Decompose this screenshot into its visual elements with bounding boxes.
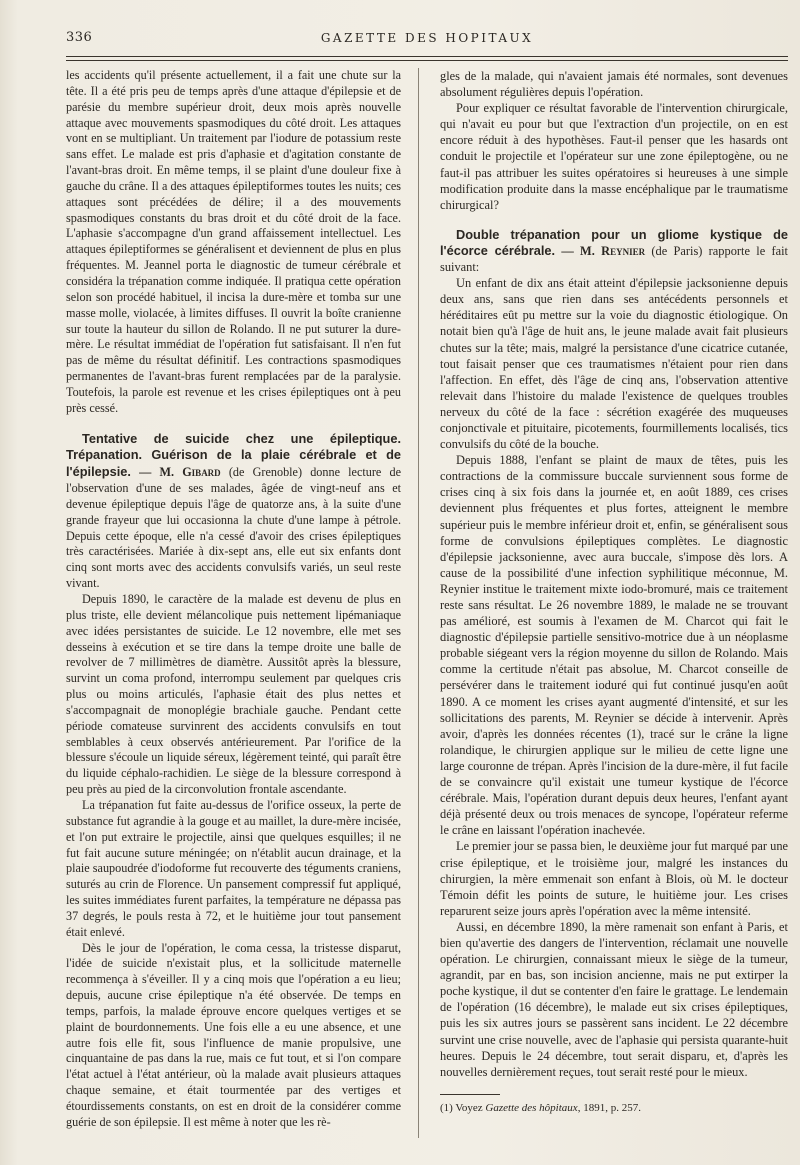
- section-title: Double trépanation pour un gliome kystique de l'écorce cérébrale.: [440, 226, 788, 258]
- section-heading-paragraph: [66, 431, 401, 592]
- paragraph: Le premier jour se passa bien, le deuxième jour fut marqué par une crise épileptique, et le troisième jour, malgré les instances du chirurgien, la mère emmenait son enfant à Blois, où M. le docteur Témoin défit les points de suture, le huitième jour. Les crises reparurent seize jours après l'opération avec la même intensité.: [440, 839, 789, 918]
- right-column: [440, 68, 788, 1115]
- section-intro: (de Paris) rapporte le fait suivant:: [440, 243, 788, 275]
- section-author: — M. Gibard: [139, 465, 221, 480]
- paragraph: Pour expliquer ce résultat favorable de l'intervention chirurgicale, qui n'avait eu pour but que l'extraction d'un projectile, on en est encore réduit à des hypothèses. Faut-il penser que les hasards ont conduit le projectile et l'opérateur sur une zone épileptogène, ou ne faut-il pas attribuer les suites opératoires si heureuses à une simple modification produite dans la masse encéphalique par le traumatisme chirurgical?: [440, 101, 788, 212]
- section-intro: (de Grenoble) donne lecture de l'observation d'une de ses malades, âgée de vingt-neuf ans et devenue épileptique depuis l'âge de quatorze ans, à la suite d'une grande frayeur que lui occasionna la chute d'une lampe à pétrole. Depuis cette époque, elle n'a cessé d'avoir des crises épileptiques très caractérisées. Mariée à dix-sept ans, elle eut six enfants dont cinq sont morts avec des accidents convulsifs variés, un seul reste vivant.: [66, 465, 401, 591]
- page-number: 336: [66, 30, 93, 45]
- page-header: [66, 30, 788, 54]
- footnote-journal: Gazette des hôpitaux: [485, 1101, 578, 1114]
- paragraph: Dès le jour de l'opération, le coma cessa, la tristesse disparut, l'idée de suicide n'existait plus, et la sollicitude maternelle recommença à s'éveiller. Il y a cinq mois que l'opération a eu lieu; depuis, aucune crise épileptique n'a été observée. De temps en temps, parfois, la malade éprouve encore quelques vertiges et se plaint de bourdonnements. Une fois elle a eu une absence, et une autre fois elle fit, sous l'influence de manie propulsive, une cinquantaine de pas dans la rue, mais ce fut tout, et si l'on compare l'état actuel à l'état antérieur, où la malade avait plusieurs attaques chaque semaine, et était tourmentée par des vertiges et étourdissements constants, on est en droit de la considérer comme guérie de son épilepsie. Il est même à noter que les rè-: [66, 940, 401, 1129]
- footnote-rule: [440, 1094, 500, 1095]
- left-column: [66, 68, 401, 1131]
- paragraph: Un enfant de dix ans était atteint d'épilepsie jacksonienne depuis deux ans, sans que rien dans ses antécédents personnels et héréditaires eût pu mettre sur la voie du diagnostic étiologique. On notait bien qu'à l'âge de huit ans, le jeune malade avait fait plusieurs chutes sur la tête; mais, malgré la persistance d'une cicatrice cutanée, tout faisait penser que ces traumatismes n'étaient pour rien dans l'affection. En effet, dès l'âge de cinq ans, l'observation attentive relevait dans l'histoire du malade l'existence de quelques troubles nerveux du côté de la face : sécrétion exagérée des muqueuses conjonctivale et pituitaire, picotements, fourmillements localisés, tics convulsifs du côté de la bouche.: [440, 276, 788, 452]
- paragraph: La trépanation fut faite au-dessus de l'orifice osseux, la perte de substance fut agrandie à la gouge et au maillet, la dure-mère incisée, et l'on put extraire le projectile, ainsi que quelques esquilles; il ne fut fait aucune suture méningée; on n'établit aucun drainage, et la plaie saupoudrée d'iodoforme fut recouverte des téguments craniens, suturés au crin de Florence. Un pansement compressif fut appliqué, les suites immédiates furent parfaites, la température ne dépassa pas 37 degrés, le pouls resta à 72, et le huitième jour tout pansement était enlevé.: [66, 797, 401, 939]
- footnote-prefix: (1) Voyez: [440, 1101, 483, 1114]
- paragraph: Aussi, en décembre 1890, la mère ramenait son enfant à Paris, et bien qu'avertie des dangers de l'intervention, réclamait une nouvelle opération. Le chirurgien, connaissant mieux le siège de la tumeur, agrandit, par en bas, son incision ancienne, mais ne put extirper la poche kystique, il dut se contenter d'en faire le grattage. Le lendemain de l'opération (16 décembre), le malade eut six crises épileptiques, puis les six autres jours se passèrent sans incident. Le 22 décembre survint une crise nouvelle, avec de l'aphasie qui persista quarante-huit heures. Depuis le 24 décembre, tout serait disparu, et, d'après les nouvelles dernièrement reçues, tout serait resté pour le mieux.: [440, 919, 788, 1079]
- paragraph: Depuis 1890, le caractère de la malade est devenu de plus en plus triste, elle devient mélancolique puis nettement lipémaniaque avec idées persistantes de suicide. Le 12 novembre, elle met ses desseins à exécution et se tire dans la tempe droite une balle de revolver de 7 millimètres de diamètre. Aussitôt après la blessure, survint un coma profond, interrompu seulement par quelques cris plus ou moins articulés, l'aphasie était des plus nettes et s'accompagnait de monoplégie brachiale gauche. Pendant cette période comateuse survinrent des accidents convulsifs en tout semblables à ceux observés antérieurement. Par l'orifice de la blessure s'écoule un liquide séreux, légèrement teinté, qui paraît être du liquide céphalo-rachidien. Le siège de la blessure correspond à peu près au pied de la circonvolution frontale ascendante.: [66, 592, 401, 797]
- footnote-suffix: , 1891, p. 257.: [577, 1101, 641, 1114]
- paragraph: Depuis 1888, l'enfant se plaint de maux de têtes, puis les contractions de la commissure buccale surviennent sous forme de crises cinq à six fois dans la journée et, en août 1889, ces crises deviennent plus fréquentes et plus fortes, atteignent le membre supérieur puis le membre inférieur droit et, enfin, se généralisent sous forme de convulsions épileptiques complètes. Le diagnostic d'épilepsie jacksonienne, avec aura buccale, s'impose dès lors. A cause de la possibilité d'une infection syphilitique méconnue, M. Reynier institue le traitement mixte iodo-bromuré, mais ce traitement reste sans résultat. Le 26 novembre 1889, le malade ne se trouvant pas amélioré, est soumis à l'examen de M. Charcot qui fait le diagnostic d'épilepsie partielle sensitivo-motrice due à un néoplasme probable siégeant vers la région moyenne du sillon de Rolando. Mais comme la certitude n'était pas absolue, M. Charcot conseille de persévérer dans le traitement ioduré qui fut continué jusqu'en août 1890. A ce moment les crises ayant augmenté d'intensité, et sur les sollicitations des parents, M. Reynier se décide à intervenir. Après avoir, d'après les données récentes (1), tracé sur le crâne la ligne rolandique, le chirurgien applique sur le milieu de cette ligne une large couronne de trépan. Après l'incision de la dure-mère, il fut facile de se convaincre qu'il existait une tumeur kystique de l'écorce cérébrale. Mais, l'opération durant depuis deux heures, l'enfant ayant déjà présenté deux ou trois menaces de syncope, l'opérateur referme le crâne en laissant l'opération inachevée.: [440, 453, 788, 838]
- paragraph: les accidents qu'il présente actuellement, il a fait une chute sur la tête. Il a été pris peu de temps après d'une attaque d'épilepsie et de parésie du membre supérieur droit, deux mois après nouvelle attaque avec mouvements spasmodiques du côté droit. Les attaques vont en se multipliant. Un traitement par l'iodure de potassium reste sans effet. Le malade est pris d'aphasie et d'agitation constante de l'avant-bras droit. En même temps, il se plaint d'une douleur fixe à gauche du crâne. Il a des attaques épileptiformes toutes les nuits; ces attaques sont précédées de délire; il a des mouvements spasmodiques constants du bras droit et du côté droit de la face. L'aphasie s'accompagne d'un grand affaissement intellectuel. Les attaques épileptiformes se généralisent et deviennent de plus en plus fréquentes. M. Jeannel porta le diagnostic de tumeur cérébrale et considéra la trépanation comme indiquée. Il pratiqua cette opération selon son procédé habituel, il incisa la dure-mère et tomba sur une masse molle, violacée, à limites diffuses. Il ouvrit la boîte cranienne sur toute la hauteur du sillon de Rolando. Il ne put suturer la dure-mère. Le résultat immédiat de l'opération fut satisfaisant. Il n'en fut pas de même du résultat définitif. Les contractions spasmodiques permanentes de l'avant-bras furent remplacées par de la paralysie. Toutefois, la parole est revenue et les crises épileptiques ont à peu près cessé.: [66, 68, 401, 415]
- running-head: GAZETTE DES HOPITAUX: [320, 31, 534, 45]
- section-heading-paragraph: [440, 227, 788, 275]
- section-author: — M. Reynier: [561, 243, 646, 258]
- column-divider: [418, 68, 419, 1138]
- footnote: [440, 1101, 788, 1115]
- paragraph: gles de la malade, qui n'avaient jamais été normales, sont devenues absolument régulières depuis l'opération.: [440, 69, 788, 100]
- header-rule-thin: [66, 60, 788, 61]
- header-rule: [66, 56, 788, 57]
- section-title: Tentative de suicide chez une épileptique. Trépanation. Guérison de la plaie cérébrale et de l'épilepsie.: [66, 430, 401, 480]
